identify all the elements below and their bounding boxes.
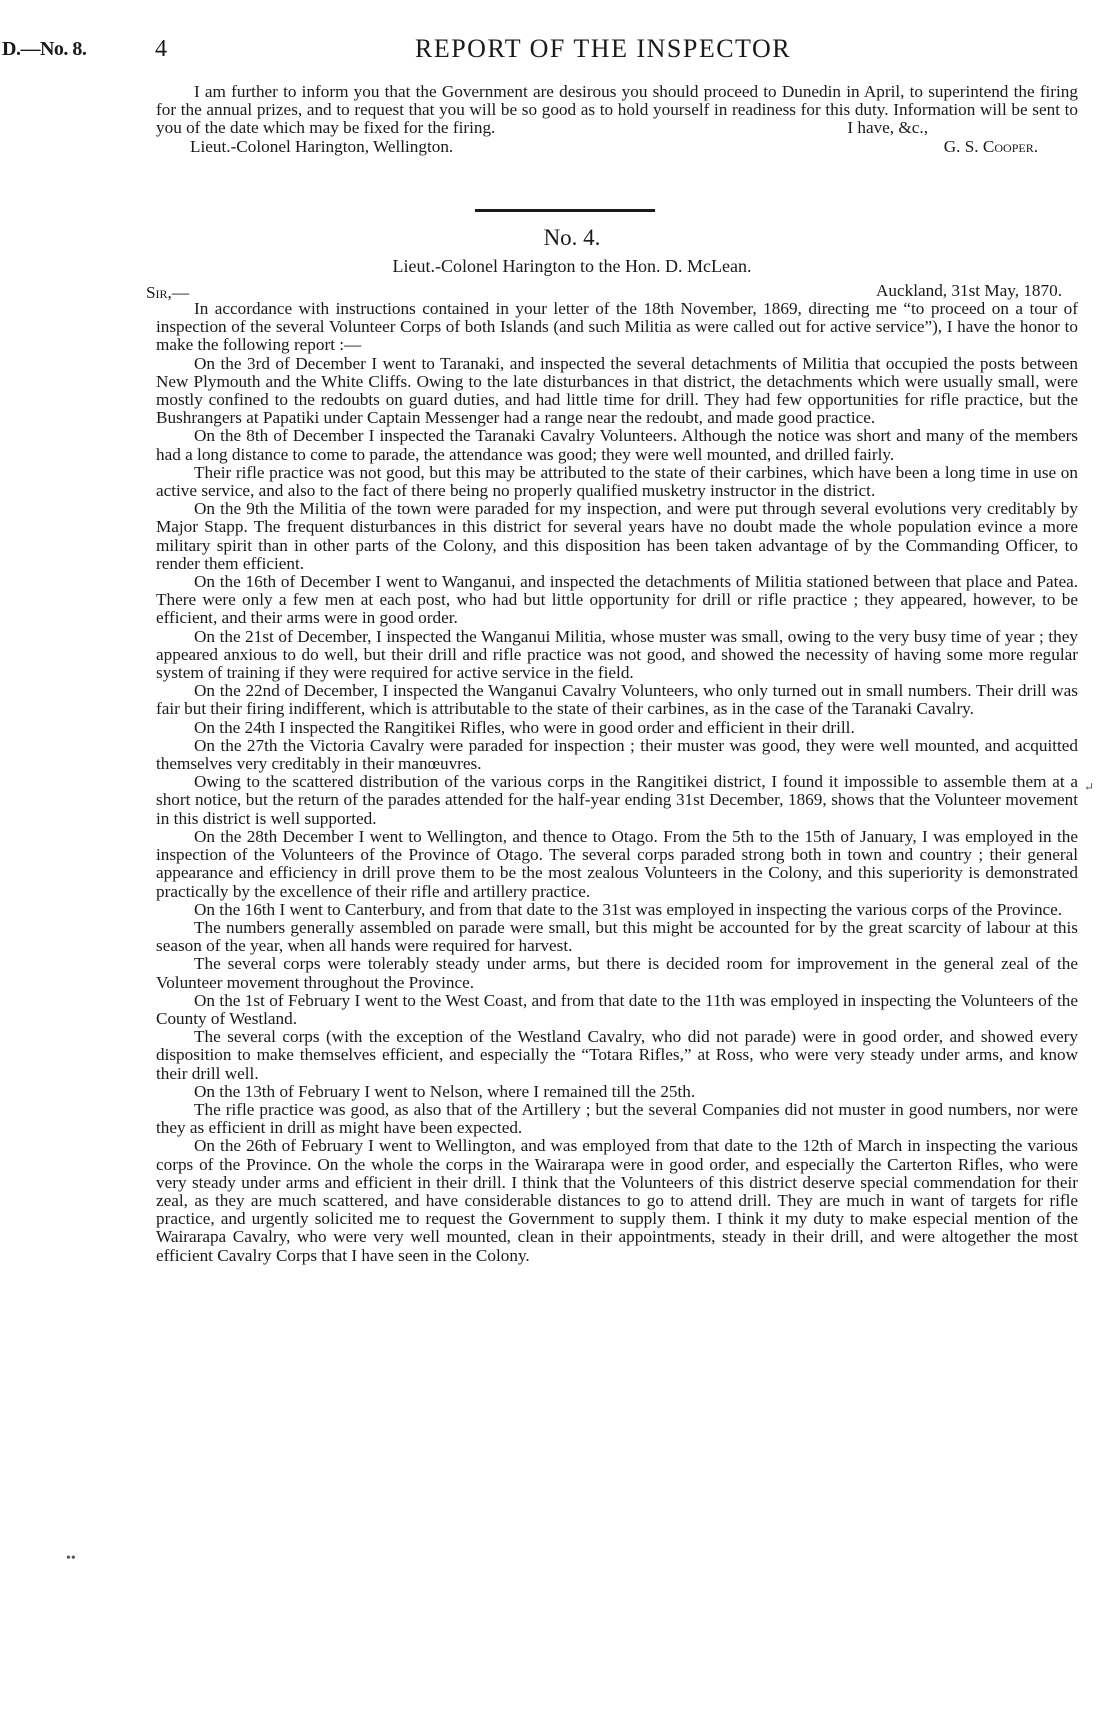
letter-correspondents: Lieut.-Colonel Harington to the Hon. D. McLean.	[392, 256, 752, 276]
document-reference: D.—No. 8.	[2, 38, 87, 60]
margin-mark: ••	[66, 1551, 76, 1566]
body-paragraph: On the 1st of February I went to the West Coast, and from that date to the 11th was employed in inspecting the Volunteers of the County of Westland.	[156, 990, 1078, 1028]
intro-paragraph: I am further to inform you that the Government are desirous you should proceed to Dunedin in April, to superintend the firing for the annual prizes, and to request that you will be so good as to hold yourself in readiness for this duty. Information will be sent to you of the date which may be fixed for the firing.	[156, 82, 1078, 138]
body-paragraph: The several corps were tolerably steady under arms, but there is decided room for improvement in the general zeal of the Volunteer movement throughout the Province.	[156, 954, 1078, 992]
body-paragraph: On the 3rd of December I went to Taranaki, and inspected the several detachments of Militia that occupied the posts between New Plymouth and the White Cliffs. Owing to the late disturbances in that district, the detachments which were usually small, were mostly confined to the redoubts on guard duties, and had little time for drill. They had few opportunities for rifle practice, but the Bushrangers at Papatiki under Captain Messenger had a range near the redoubt, and made good practice.	[156, 353, 1078, 428]
body-paragraph: On the 26th of February I went to Wellington, and was employed from that date to the 12th of March in inspecting the various corps of the Province. On the whole the corps in the Wairarapa were in good order, and especially the Carterton Rifles, who were very steady under arms and efficient in their drill. I think that the Volunteers of this district deserve special commendation for their zeal, as they are much scattered, and have considerable distances to go to attend drill. They are much in want of targets for rifle practice, and urgently solicited me to request the Government to supply them. I think it my duty to make especial mention of the Wairarapa Cavalry, who were very well mounted, clean in their appointments, steady in their drill, and were altogether the most efficient Cavalry Corps that I have seen in the Colony.	[156, 1136, 1078, 1265]
body-paragraph: The rifle practice was good, as also that of the Artillery ; but the several Companies did not muster in good numbers, nor were they as efficient in drill as might have been expected.	[156, 1099, 1078, 1138]
body-paragraph: On the 8th of December I inspected the Taranaki Cavalry Volunteers. Although the notice was short and many of the members had a long distance to come to parade, the attendance was good; they were well mounted, and drilled fairly.	[156, 426, 1078, 464]
body-paragraph: Their rifle practice was not good, but this may be attributed to the state of their carbines, which have been a long time in use on active service, and also to the fact of there being no properly qualified musketry instructor in the district.	[156, 462, 1078, 501]
letter-number: No. 4.	[543, 225, 601, 250]
page-header	[0, 32, 1114, 66]
running-title: REPORT OF THE INSPECTOR	[415, 34, 792, 63]
body-paragraph: Owing to the scattered distribution of the various corps in the Rangitikei district, I found it impossible to assemble them at a short notice, but the return of the parades attended for the half-year ending 31st December, 1869, shows that the Volunteer movement in this district is well supported.	[156, 772, 1078, 828]
body-paragraph: On the 28th December I went to Wellington, and thence to Otago. From the 5th to the 15th of January, I was employed in the inspection of the Volunteers of the Province of Otago. The several corps paraded strong both in town and country ; their general appearance and efficiency in drill prove them to be the most zealous Volunteers in the Colony, and this superiority is demonstrated practically by the excellence of their rifle and artillery practice.	[156, 826, 1078, 901]
place-and-date: Auckland, 31st May, 1870.	[875, 281, 1062, 300]
body-paragraph: On the 27th the Victoria Cavalry were paraded for inspection ; their muster was good, they were well mounted, and acquitted themselves very creditably in their manœuvres.	[156, 735, 1078, 774]
section-divider	[475, 209, 655, 212]
page-number: 4	[155, 36, 167, 62]
salutation: Sir,—	[146, 283, 190, 302]
body-paragraph: On the 21st of December, I inspected the Wanganui Militia, whose muster was small, owing to the very busy time of year ; they appeared anxious to do well, but their drill and rifle practice was not good, and showed the necessity of having some more regular system of training if they were required for active service in the field.	[156, 626, 1078, 683]
previous-letter-ending	[156, 83, 1078, 156]
body-paragraph: On the 24th I inspected the Rangitikei Rifles, who were in good order and efficient in their drill.	[194, 717, 855, 737]
body-paragraph: On the 16th I went to Canterbury, and from that date to the 31st was employed in inspecting the various corps of the Province.	[194, 899, 1063, 919]
body-paragraph: On the 9th the Militia of the town were paraded for my inspection, and were put through several evolutions very creditably by Major Stapp. The frequent disturbances in this district for several years have no doubt made the whole population evince a more military spirit than in other parts of the Colony, and this disposition has been taken advantage of by the Commanding Officer, to render them efficient.	[156, 499, 1078, 573]
body-paragraph: On the 13th of February I went to Nelson, where I remained till the 25th.	[194, 1081, 696, 1101]
closing-formula: I have, &c.,	[847, 118, 928, 138]
body-paragraph: The several corps (with the exception of the Westland Cavalry, who did not parade) were in good order, and showed every disposition to make themselves efficient, and especially the “Totara Rifles,” at Ross, who were very steady under arms, and know their drill well.	[156, 1027, 1078, 1083]
body-paragraph: On the 16th of December I went to Wanganui, and inspected the detachments of Militia stationed between that place and Patea. There were only a few men at each post, who had but little opportunity for drill or rifle practice ; they appeared, however, to be efficient, and their arms were in good order.	[156, 572, 1078, 628]
body-paragraph: The numbers generally assembled on parade were small, but this might be accounted for by the great scarcity of labour at this season of the year, when all hands were required for harvest.	[156, 917, 1078, 956]
letter-body	[156, 300, 1078, 1265]
addressee: Lieut.-Colonel Harington, Wellington.	[190, 136, 454, 156]
salutation-line	[146, 281, 1078, 301]
signatory: G. S. Cooper.	[943, 136, 1038, 156]
margin-mark: ↵	[1084, 780, 1095, 794]
body-paragraph: In accordance with instructions contained in your letter of the 18th November, 1869, directing me “to proceed on a tour of inspection of the several Volunteer Corps of both Islands (and such Militia as were called out for active service”), I have the honor to make the following report :—	[156, 299, 1078, 355]
body-paragraph: On the 22nd of December, I inspected the Wanganui Cavalry Volunteers, who only turned out in small numbers. Their drill was fair but their firing indifferent, which is attributable to the state of their carbines, as in the case of the Taranaki Cavalry.	[156, 681, 1078, 719]
